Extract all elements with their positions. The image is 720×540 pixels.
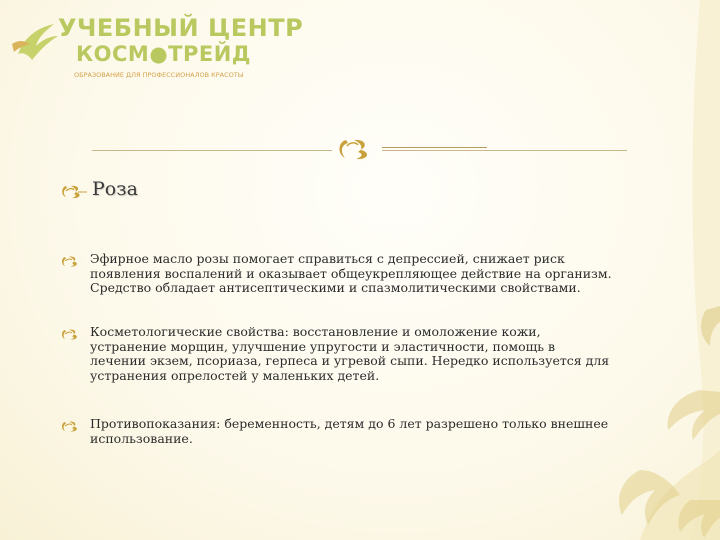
paragraph-text: Эфирное масло розы помогает справиться с депрессией, снижает риск появления воспалений и оказывает общеукрепляющее действие на организм. Средство обладает антисептическими и спазмолитическими свойствами. <box>90 251 612 295</box>
logo-title: УЧЕБНЫЙ ЦЕНТР <box>58 14 304 42</box>
scroll-ornament-bullet-icon <box>60 328 84 341</box>
logo-subtitle: КОСМ●ТРЕЙД <box>76 42 251 66</box>
divider-line-left <box>92 150 332 151</box>
scroll-ornament-bullet-icon <box>60 255 84 268</box>
company-logo <box>10 14 304 84</box>
logo-tagline: ОБРАЗОВАНИЕ ДЛЯ ПРОФЕССИОНАЛОВ КРАСОТЫ <box>74 71 244 79</box>
slide-title: Роза <box>92 178 138 200</box>
scroll-ornament-bullet-icon <box>60 184 88 200</box>
scroll-ornament-bullet-icon <box>60 420 84 433</box>
swallow-bird-logo-icon <box>10 16 60 66</box>
title-divider <box>92 150 627 152</box>
ornament-divider-icon <box>336 136 382 162</box>
divider-line-right <box>382 150 627 151</box>
divider-line-accent <box>382 147 487 148</box>
paragraph-text: Косметологические свойства: восстановление и омоложение кожи, устранение морщин, улучшение упругости и эластичности, помощь в лечении экзем, псориаза, герпеса и угревой сыпи. Нередко используется для устранения опрелостей у маленьких детей. <box>90 324 610 383</box>
paragraph-text: Противопоказания: беременность, детям до 6 лет разрешено только внешнее использование. <box>90 416 609 446</box>
